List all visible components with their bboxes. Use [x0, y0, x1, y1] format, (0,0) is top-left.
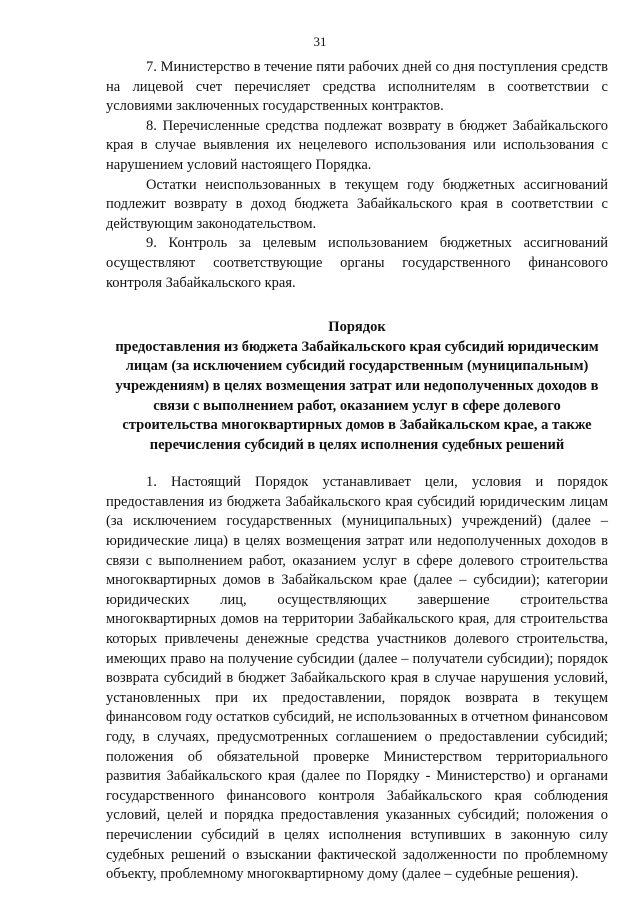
page-number: 31	[313, 34, 327, 49]
section-subtitle: предоставления из бюджета Забайкальского края субсидий юридическим лицам (за исключением субсидий государственным (муниципальным) учреждениям) в целях возмещения затрат или недополученных доходов в связи с выполнением работ, оказанием услуг в сфере долевого строительства многоквартирных домов в Забайкальском крае, а также перечисления субсидий в целях исполнения судебных решений	[115, 338, 599, 453]
paragraph-7: 7. Министерство в течение пяти рабочих дней со дня поступления средств на лицевой счет перечисляет средства исполнителям в соответствии с условиями заключенных государственных контрактов.	[106, 59, 608, 115]
paragraph-9: 9. Контроль за целевым использованием бюджетных ассигнований осуществляют соответствующие органы государственного финансового контроля Забайкальского края.	[106, 235, 608, 291]
paragraph-8: 8. Перечисленные средства подлежат возврату в бюджет Забайкальского края в случае выявления их нецелевого использования или использования с нарушением условий настоящего Порядка.	[106, 117, 608, 173]
section-title: Порядок	[328, 319, 386, 336]
spacer	[106, 455, 608, 473]
paragraph-remaining-funds: Остатки неиспользованных в текущем году бюджетных ассигнований подлежит возврату в доход бюджета Забайкальского края в соответствии с действующим законодательством.	[106, 176, 608, 232]
paragraph-1: 1. Настоящий Порядок устанавливает цели, условия и порядок предоставления из бюджета Забайкальского края субсидий юридическим лицам (за исключением государственных (муниципальных) учреждений) (далее – юридические лица) в целях возмещения затрат или недополученных доходов в связи с выполнением работ, оказанием услуг в сфере долевого строительства многоквартирных домов в Забайкальском крае (далее – субсидии); категории юридических лиц, осуществляющих завершение строительства многоквартирных домов на территории Забайкальского края, для строительства которых привлечены денежные средства участников долевого строительства, имеющих право на получение субсидии (далее – получатели субсидии); порядок возврата субсидий в бюджет Забайкальского края в случае нарушения условий, установленных при их предоставлении, порядок возврата в текущем финансовом году остатков субсидий, не использованных в отчетном финансовом году, в случаях, предусмотренных соглашением о предоставлении субсидий; положения об обязательной проверке Министерством территориального развития Забайкальского края (далее по Порядку - Министерство) и органами государственного финансового контроля Забайкальского края соблюдения условий, целей и порядка предоставления указанных субсидий; положения о перечислении субсидий в целях исполнения вступивших в законную силу судебных решений о взыскании фактической задолженности по проблемному объекту, проблемному многоквартирному дому (далее – судебные решения).	[106, 474, 608, 883]
page-content	[106, 58, 608, 885]
